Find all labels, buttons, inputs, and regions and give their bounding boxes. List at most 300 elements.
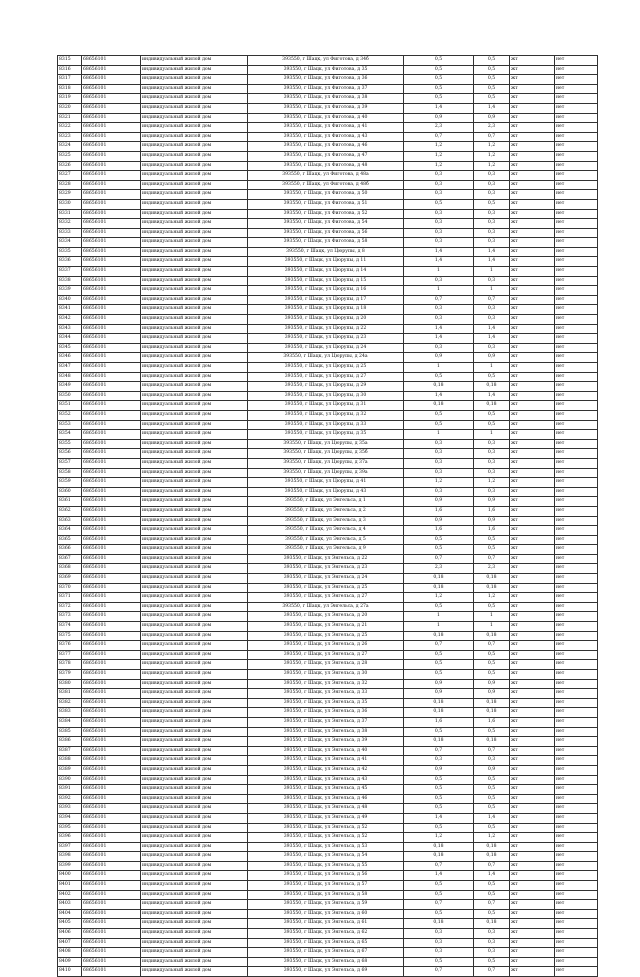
status-2-cell: нет bbox=[555, 756, 598, 766]
row-number-cell: 8395 bbox=[58, 823, 82, 833]
address-cell: 393550, г Шацк, ул Фиготова, д 39 bbox=[248, 103, 404, 113]
value-b-cell: 0,7 bbox=[474, 554, 510, 564]
value-b-cell: 0,18 bbox=[474, 708, 510, 718]
row-number-cell: 8353 bbox=[58, 420, 82, 430]
object-type-cell: индивидуальный жилой дом bbox=[141, 612, 248, 622]
value-a-cell: 0,5 bbox=[404, 727, 474, 737]
address-cell: 393550, г Шацк, ул Энгельса, д 37 bbox=[248, 717, 404, 727]
object-type-cell: индивидуальный жилой дом bbox=[141, 554, 248, 564]
object-code-cell: 68656101 bbox=[82, 833, 141, 843]
object-code-cell: 68656101 bbox=[82, 295, 141, 305]
object-type-cell: индивидуальный жилой дом bbox=[141, 458, 248, 468]
address-cell: 393550, г Шацк, ул Энгельса, д 22 bbox=[248, 554, 404, 564]
value-b-cell: 0,5 bbox=[474, 957, 510, 967]
row-number-cell: 8388 bbox=[58, 756, 82, 766]
value-b-cell: 0,18 bbox=[474, 737, 510, 747]
value-a-cell: 0,5 bbox=[404, 804, 474, 814]
status-2-cell: нет bbox=[555, 612, 598, 622]
status-1-cell: жт bbox=[510, 929, 555, 939]
value-a-cell: 0,18 bbox=[404, 852, 474, 862]
status-2-cell: нет bbox=[555, 113, 598, 123]
value-a-cell: 0,5 bbox=[404, 545, 474, 555]
object-code-cell: 68656101 bbox=[82, 410, 141, 420]
object-code-cell: 68656101 bbox=[82, 84, 141, 94]
object-code-cell: 68656101 bbox=[82, 574, 141, 584]
row-number-cell: 8399 bbox=[58, 861, 82, 871]
table-row bbox=[58, 334, 598, 344]
table-row bbox=[58, 190, 598, 200]
address-cell: 393550, г Шацк, ул Цюрупы, д 15 bbox=[248, 276, 404, 286]
status-2-cell: нет bbox=[555, 315, 598, 325]
row-number-cell: 8394 bbox=[58, 813, 82, 823]
address-cell: 393550, г Шацк, ул Цюрупы, д 24а bbox=[248, 353, 404, 363]
object-type-cell: индивидуальный жилой дом bbox=[141, 593, 248, 603]
object-type-cell: индивидуальный жилой дом bbox=[141, 487, 248, 497]
object-type-cell: индивидуальный жилой дом bbox=[141, 238, 248, 248]
table-row bbox=[58, 957, 598, 967]
table-row bbox=[58, 132, 598, 142]
object-code-cell: 68656101 bbox=[82, 554, 141, 564]
object-type-cell: индивидуальный жилой дом bbox=[141, 276, 248, 286]
row-number-cell: 8352 bbox=[58, 410, 82, 420]
value-a-cell: 0,3 bbox=[404, 929, 474, 939]
object-type-cell: индивидуальный жилой дом bbox=[141, 65, 248, 75]
value-a-cell: 0,5 bbox=[404, 372, 474, 382]
row-number-cell: 8398 bbox=[58, 852, 82, 862]
object-type-cell: индивидуальный жилой дом bbox=[141, 228, 248, 238]
value-b-cell: 0,18 bbox=[474, 631, 510, 641]
address-cell: 393550, г Шацк, ул Энгельса, д 38 bbox=[248, 727, 404, 737]
object-type-cell: индивидуальный жилой дом bbox=[141, 132, 248, 142]
address-cell: 393550, г Шацк, ул Цюрупы, д 35б bbox=[248, 449, 404, 459]
object-type-cell: индивидуальный жилой дом bbox=[141, 967, 248, 977]
address-cell: 393550, г Шацк, ул Фиготова, д 50 bbox=[248, 190, 404, 200]
value-b-cell: 1 bbox=[474, 622, 510, 632]
object-code-cell: 68656101 bbox=[82, 938, 141, 948]
object-code-cell: 68656101 bbox=[82, 631, 141, 641]
table-row bbox=[58, 295, 598, 305]
row-number-cell: 8342 bbox=[58, 315, 82, 325]
status-2-cell: нет bbox=[555, 746, 598, 756]
value-a-cell: 0,9 bbox=[404, 516, 474, 526]
document-page bbox=[57, 55, 597, 977]
status-2-cell: нет bbox=[555, 56, 598, 66]
row-number-cell: 8371 bbox=[58, 593, 82, 603]
status-2-cell: нет bbox=[555, 641, 598, 651]
value-a-cell: 0,18 bbox=[404, 842, 474, 852]
table-row bbox=[58, 219, 598, 229]
address-cell: 393550, г Шацк, ул Цюрупы, д 16 bbox=[248, 286, 404, 296]
object-code-cell: 68656101 bbox=[82, 602, 141, 612]
object-type-cell: индивидуальный жилой дом bbox=[141, 199, 248, 209]
value-b-cell: 1,4 bbox=[474, 334, 510, 344]
value-a-cell: 0,3 bbox=[404, 948, 474, 958]
address-cell: 393550, г Шацк, ул Цюрупы, д 27 bbox=[248, 372, 404, 382]
object-type-cell: индивидуальный жилой дом bbox=[141, 363, 248, 373]
table-row bbox=[58, 554, 598, 564]
table-row bbox=[58, 708, 598, 718]
table-row bbox=[58, 679, 598, 689]
status-1-cell: жт bbox=[510, 305, 555, 315]
value-a-cell: 0,7 bbox=[404, 132, 474, 142]
status-2-cell: нет bbox=[555, 881, 598, 891]
object-type-cell: индивидуальный жилой дом bbox=[141, 602, 248, 612]
address-cell: 393550, г Шацк, ул Фиготова, д 43 bbox=[248, 132, 404, 142]
object-code-cell: 68656101 bbox=[82, 583, 141, 593]
object-code-cell: 68656101 bbox=[82, 765, 141, 775]
row-number-cell: 8381 bbox=[58, 689, 82, 699]
object-code-cell: 68656101 bbox=[82, 881, 141, 891]
status-1-cell: жт bbox=[510, 439, 555, 449]
address-cell: 393550, г Шацк, ул Энгельса, д 1 bbox=[248, 497, 404, 507]
row-number-cell: 8406 bbox=[58, 929, 82, 939]
row-number-cell: 8361 bbox=[58, 497, 82, 507]
row-number-cell: 8337 bbox=[58, 267, 82, 277]
object-code-cell: 68656101 bbox=[82, 276, 141, 286]
value-a-cell: 2,3 bbox=[404, 564, 474, 574]
value-b-cell: 0,7 bbox=[474, 132, 510, 142]
status-2-cell: нет bbox=[555, 142, 598, 152]
table-row bbox=[58, 670, 598, 680]
status-2-cell: нет bbox=[555, 516, 598, 526]
row-number-cell: 8367 bbox=[58, 554, 82, 564]
object-code-cell: 68656101 bbox=[82, 123, 141, 133]
row-number-cell: 8384 bbox=[58, 717, 82, 727]
object-type-cell: индивидуальный жилой дом bbox=[141, 324, 248, 334]
status-1-cell: жт bbox=[510, 343, 555, 353]
address-cell: 393550, г Шацк, ул Энгельса, д 27 bbox=[248, 650, 404, 660]
object-code-cell: 68656101 bbox=[82, 449, 141, 459]
status-2-cell: нет bbox=[555, 871, 598, 881]
table-row bbox=[58, 410, 598, 420]
table-row bbox=[58, 602, 598, 612]
status-2-cell: нет bbox=[555, 439, 598, 449]
status-1-cell: жт bbox=[510, 430, 555, 440]
address-cell: 393550, г Шацк, ул Энгельса, д 28 bbox=[248, 660, 404, 670]
object-type-cell: индивидуальный жилой дом bbox=[141, 219, 248, 229]
value-b-cell: 1,6 bbox=[474, 717, 510, 727]
object-type-cell: индивидуальный жилой дом bbox=[141, 353, 248, 363]
value-b-cell: 0,5 bbox=[474, 660, 510, 670]
status-1-cell: жт bbox=[510, 113, 555, 123]
address-cell: 393550, г Шацк, ул Энгельса, д 25 bbox=[248, 583, 404, 593]
value-b-cell: 0,7 bbox=[474, 861, 510, 871]
address-cell: 393550, г Шацк, ул Энгельса, д 36 bbox=[248, 708, 404, 718]
value-a-cell: 0,3 bbox=[404, 487, 474, 497]
value-a-cell: 0,5 bbox=[404, 650, 474, 660]
value-a-cell: 0,3 bbox=[404, 315, 474, 325]
object-code-cell: 68656101 bbox=[82, 209, 141, 219]
table-row bbox=[58, 420, 598, 430]
status-1-cell: жт bbox=[510, 660, 555, 670]
value-b-cell: 1,2 bbox=[474, 161, 510, 171]
object-type-cell: индивидуальный жилой дом bbox=[141, 919, 248, 929]
value-b-cell: 0,3 bbox=[474, 458, 510, 468]
object-type-cell: индивидуальный жилой дом bbox=[141, 852, 248, 862]
object-code-cell: 68656101 bbox=[82, 727, 141, 737]
status-2-cell: нет bbox=[555, 94, 598, 104]
status-2-cell: нет bbox=[555, 698, 598, 708]
status-2-cell: нет bbox=[555, 478, 598, 488]
address-cell: 393550, г Шацк, ул Фиготова, д 46 bbox=[248, 142, 404, 152]
value-b-cell: 1,6 bbox=[474, 526, 510, 536]
status-1-cell: жт bbox=[510, 650, 555, 660]
status-1-cell: жт bbox=[510, 756, 555, 766]
address-cell: 393550, г Шацк, ул Энгельса, д 62 bbox=[248, 929, 404, 939]
address-cell: 393550, г Шацк, ул Цюрупы, д 18 bbox=[248, 305, 404, 315]
table-row bbox=[58, 94, 598, 104]
object-type-cell: индивидуальный жилой дом bbox=[141, 698, 248, 708]
value-b-cell: 1,4 bbox=[474, 247, 510, 257]
status-2-cell: нет bbox=[555, 593, 598, 603]
status-1-cell: жт bbox=[510, 324, 555, 334]
table-row bbox=[58, 612, 598, 622]
row-number-cell: 8403 bbox=[58, 900, 82, 910]
value-a-cell: 0,3 bbox=[404, 190, 474, 200]
status-2-cell: нет bbox=[555, 324, 598, 334]
value-b-cell: 0,9 bbox=[474, 353, 510, 363]
status-1-cell: жт bbox=[510, 161, 555, 171]
status-1-cell: жт bbox=[510, 574, 555, 584]
row-number-cell: 8356 bbox=[58, 449, 82, 459]
value-a-cell: 0,3 bbox=[404, 228, 474, 238]
object-code-cell: 68656101 bbox=[82, 219, 141, 229]
row-number-cell: 8344 bbox=[58, 334, 82, 344]
object-code-cell: 68656101 bbox=[82, 458, 141, 468]
object-type-cell: индивидуальный жилой дом bbox=[141, 717, 248, 727]
object-type-cell: индивидуальный жилой дом bbox=[141, 670, 248, 680]
object-type-cell: индивидуальный жилой дом bbox=[141, 103, 248, 113]
row-number-cell: 8327 bbox=[58, 171, 82, 181]
status-2-cell: нет bbox=[555, 382, 598, 392]
object-type-cell: индивидуальный жилой дом bbox=[141, 161, 248, 171]
value-a-cell: 0,3 bbox=[404, 938, 474, 948]
address-cell: 393550, г Шацк, ул Фиготова, д 38 bbox=[248, 94, 404, 104]
object-type-cell: индивидуальный жилой дом bbox=[141, 516, 248, 526]
value-b-cell: 0,3 bbox=[474, 238, 510, 248]
object-code-cell: 68656101 bbox=[82, 660, 141, 670]
address-cell: 393550, г Шацк, ул Цюрупы, д 23 bbox=[248, 334, 404, 344]
value-a-cell: 1,2 bbox=[404, 833, 474, 843]
status-2-cell: нет bbox=[555, 823, 598, 833]
table-row bbox=[58, 247, 598, 257]
table-row bbox=[58, 391, 598, 401]
status-1-cell: жт bbox=[510, 881, 555, 891]
value-a-cell: 0,7 bbox=[404, 900, 474, 910]
object-code-cell: 68656101 bbox=[82, 775, 141, 785]
table-row bbox=[58, 919, 598, 929]
status-1-cell: жт bbox=[510, 794, 555, 804]
object-code-cell: 68656101 bbox=[82, 113, 141, 123]
object-code-cell: 68656101 bbox=[82, 334, 141, 344]
value-b-cell: 1,4 bbox=[474, 813, 510, 823]
object-code-cell: 68656101 bbox=[82, 391, 141, 401]
value-b-cell: 0,3 bbox=[474, 315, 510, 325]
value-b-cell: 0,5 bbox=[474, 545, 510, 555]
table-row bbox=[58, 468, 598, 478]
object-type-cell: индивидуальный жилой дом bbox=[141, 497, 248, 507]
row-number-cell: 8322 bbox=[58, 123, 82, 133]
address-cell: 393550, г Шацк, ул Энгельса, д 27а bbox=[248, 602, 404, 612]
value-b-cell: 0,5 bbox=[474, 56, 510, 66]
row-number-cell: 8359 bbox=[58, 478, 82, 488]
status-2-cell: нет bbox=[555, 670, 598, 680]
value-b-cell: 1,4 bbox=[474, 391, 510, 401]
status-2-cell: нет bbox=[555, 75, 598, 85]
table-row bbox=[58, 430, 598, 440]
value-a-cell: 0,5 bbox=[404, 890, 474, 900]
value-a-cell: 0,7 bbox=[404, 641, 474, 651]
value-b-cell: 0,5 bbox=[474, 794, 510, 804]
object-code-cell: 68656101 bbox=[82, 890, 141, 900]
object-type-cell: индивидуальный жилой дом bbox=[141, 142, 248, 152]
address-cell: 393550, г Шацк, ул Энгельса, д 58 bbox=[248, 890, 404, 900]
object-code-cell: 68656101 bbox=[82, 852, 141, 862]
value-b-cell: 0,5 bbox=[474, 890, 510, 900]
table-row bbox=[58, 123, 598, 133]
value-b-cell: 0,5 bbox=[474, 823, 510, 833]
status-1-cell: жт bbox=[510, 861, 555, 871]
object-type-cell: индивидуальный жилой дом bbox=[141, 305, 248, 315]
object-type-cell: индивидуальный жилой дом bbox=[141, 622, 248, 632]
status-2-cell: нет bbox=[555, 909, 598, 919]
address-cell: 393550, г Шацк, ул Цюрупы, д 30 bbox=[248, 391, 404, 401]
status-2-cell: нет bbox=[555, 804, 598, 814]
table-row bbox=[58, 593, 598, 603]
status-1-cell: жт bbox=[510, 670, 555, 680]
row-number-cell: 8318 bbox=[58, 84, 82, 94]
value-b-cell: 1,4 bbox=[474, 103, 510, 113]
table-row bbox=[58, 267, 598, 277]
value-a-cell: 0,5 bbox=[404, 909, 474, 919]
status-2-cell: нет bbox=[555, 391, 598, 401]
row-number-cell: 8346 bbox=[58, 353, 82, 363]
object-type-cell: индивидуальный жилой дом bbox=[141, 574, 248, 584]
table-row bbox=[58, 343, 598, 353]
address-cell: 393550, г Шацк, ул Энгельса, д 2 bbox=[248, 506, 404, 516]
object-type-cell: индивидуальный жилой дом bbox=[141, 794, 248, 804]
object-type-cell: индивидуальный жилой дом bbox=[141, 372, 248, 382]
status-2-cell: нет bbox=[555, 737, 598, 747]
address-cell: 393550, г Шацк, ул Энгельса, д 25 bbox=[248, 631, 404, 641]
object-type-cell: индивидуальный жилой дом bbox=[141, 391, 248, 401]
object-type-cell: индивидуальный жилой дом bbox=[141, 449, 248, 459]
value-a-cell: 0,3 bbox=[404, 305, 474, 315]
status-1-cell: жт bbox=[510, 909, 555, 919]
row-number-cell: 8392 bbox=[58, 794, 82, 804]
object-type-cell: индивидуальный жилой дом bbox=[141, 775, 248, 785]
status-2-cell: нет bbox=[555, 967, 598, 977]
address-cell: 393550, г Шацк, ул Фиготова, д 47 bbox=[248, 151, 404, 161]
address-cell: 393550, г Шацк, ул Энгельса, д 48 bbox=[248, 804, 404, 814]
status-2-cell: нет bbox=[555, 84, 598, 94]
status-2-cell: нет bbox=[555, 794, 598, 804]
value-a-cell: 0,9 bbox=[404, 765, 474, 775]
row-number-cell: 8339 bbox=[58, 286, 82, 296]
table-row bbox=[58, 631, 598, 641]
object-code-cell: 68656101 bbox=[82, 804, 141, 814]
row-number-cell: 8370 bbox=[58, 583, 82, 593]
row-number-cell: 8393 bbox=[58, 804, 82, 814]
status-1-cell: жт bbox=[510, 238, 555, 248]
status-1-cell: жт bbox=[510, 142, 555, 152]
table-row bbox=[58, 142, 598, 152]
address-cell: 393550, г Шацк, ул Фиготова, д 51 bbox=[248, 199, 404, 209]
status-2-cell: нет bbox=[555, 180, 598, 190]
value-b-cell: 0,3 bbox=[474, 180, 510, 190]
status-2-cell: нет bbox=[555, 813, 598, 823]
status-1-cell: жт bbox=[510, 842, 555, 852]
status-1-cell: жт bbox=[510, 199, 555, 209]
object-code-cell: 68656101 bbox=[82, 871, 141, 881]
value-a-cell: 1,4 bbox=[404, 247, 474, 257]
status-2-cell: нет bbox=[555, 765, 598, 775]
status-2-cell: нет bbox=[555, 861, 598, 871]
status-1-cell: жт bbox=[510, 247, 555, 257]
table-row bbox=[58, 56, 598, 66]
status-2-cell: нет bbox=[555, 305, 598, 315]
status-2-cell: нет bbox=[555, 161, 598, 171]
address-cell: 393550, г Шацк, ул Энгельса, д 69 bbox=[248, 967, 404, 977]
table-row bbox=[58, 574, 598, 584]
object-code-cell: 68656101 bbox=[82, 545, 141, 555]
object-code-cell: 68656101 bbox=[82, 535, 141, 545]
table-row bbox=[58, 180, 598, 190]
object-code-cell: 68656101 bbox=[82, 497, 141, 507]
address-cell: 393550, г Шацк, ул Фиготова, д 40 bbox=[248, 113, 404, 123]
object-type-cell: индивидуальный жилой дом bbox=[141, 909, 248, 919]
object-type-cell: индивидуальный жилой дом bbox=[141, 804, 248, 814]
value-a-cell: 1 bbox=[404, 363, 474, 373]
address-cell: 393550, г Шацк, ул Цюрупы, д 39а bbox=[248, 468, 404, 478]
status-2-cell: нет bbox=[555, 190, 598, 200]
table-row bbox=[58, 775, 598, 785]
row-number-cell: 8345 bbox=[58, 343, 82, 353]
address-cell: 393550, г Шацк, ул Энгельса, д 40 bbox=[248, 746, 404, 756]
object-code-cell: 68656101 bbox=[82, 267, 141, 277]
object-code-cell: 68656101 bbox=[82, 737, 141, 747]
row-number-cell: 8389 bbox=[58, 765, 82, 775]
object-code-cell: 68656101 bbox=[82, 353, 141, 363]
value-b-cell: 0,3 bbox=[474, 929, 510, 939]
value-a-cell: 0,3 bbox=[404, 343, 474, 353]
status-1-cell: жт bbox=[510, 103, 555, 113]
value-a-cell: 1 bbox=[404, 430, 474, 440]
status-2-cell: нет bbox=[555, 228, 598, 238]
value-b-cell: 0,7 bbox=[474, 900, 510, 910]
row-number-cell: 8377 bbox=[58, 650, 82, 660]
status-1-cell: жт bbox=[510, 871, 555, 881]
status-2-cell: нет bbox=[555, 199, 598, 209]
table-row bbox=[58, 487, 598, 497]
value-b-cell: 0,18 bbox=[474, 842, 510, 852]
object-code-cell: 68656101 bbox=[82, 65, 141, 75]
value-a-cell: 1,2 bbox=[404, 161, 474, 171]
row-number-cell: 8315 bbox=[58, 56, 82, 66]
status-1-cell: жт bbox=[510, 948, 555, 958]
object-type-cell: индивидуальный жилой дом bbox=[141, 56, 248, 66]
table-row bbox=[58, 765, 598, 775]
status-1-cell: жт bbox=[510, 564, 555, 574]
status-1-cell: жт bbox=[510, 727, 555, 737]
table-row bbox=[58, 516, 598, 526]
value-a-cell: 1 bbox=[404, 622, 474, 632]
status-2-cell: нет bbox=[555, 247, 598, 257]
status-1-cell: жт bbox=[510, 919, 555, 929]
object-type-cell: индивидуальный жилой дом bbox=[141, 900, 248, 910]
address-cell: 393550, г Шацк, ул Фиготова, д 58 bbox=[248, 238, 404, 248]
value-a-cell: 0,18 bbox=[404, 919, 474, 929]
